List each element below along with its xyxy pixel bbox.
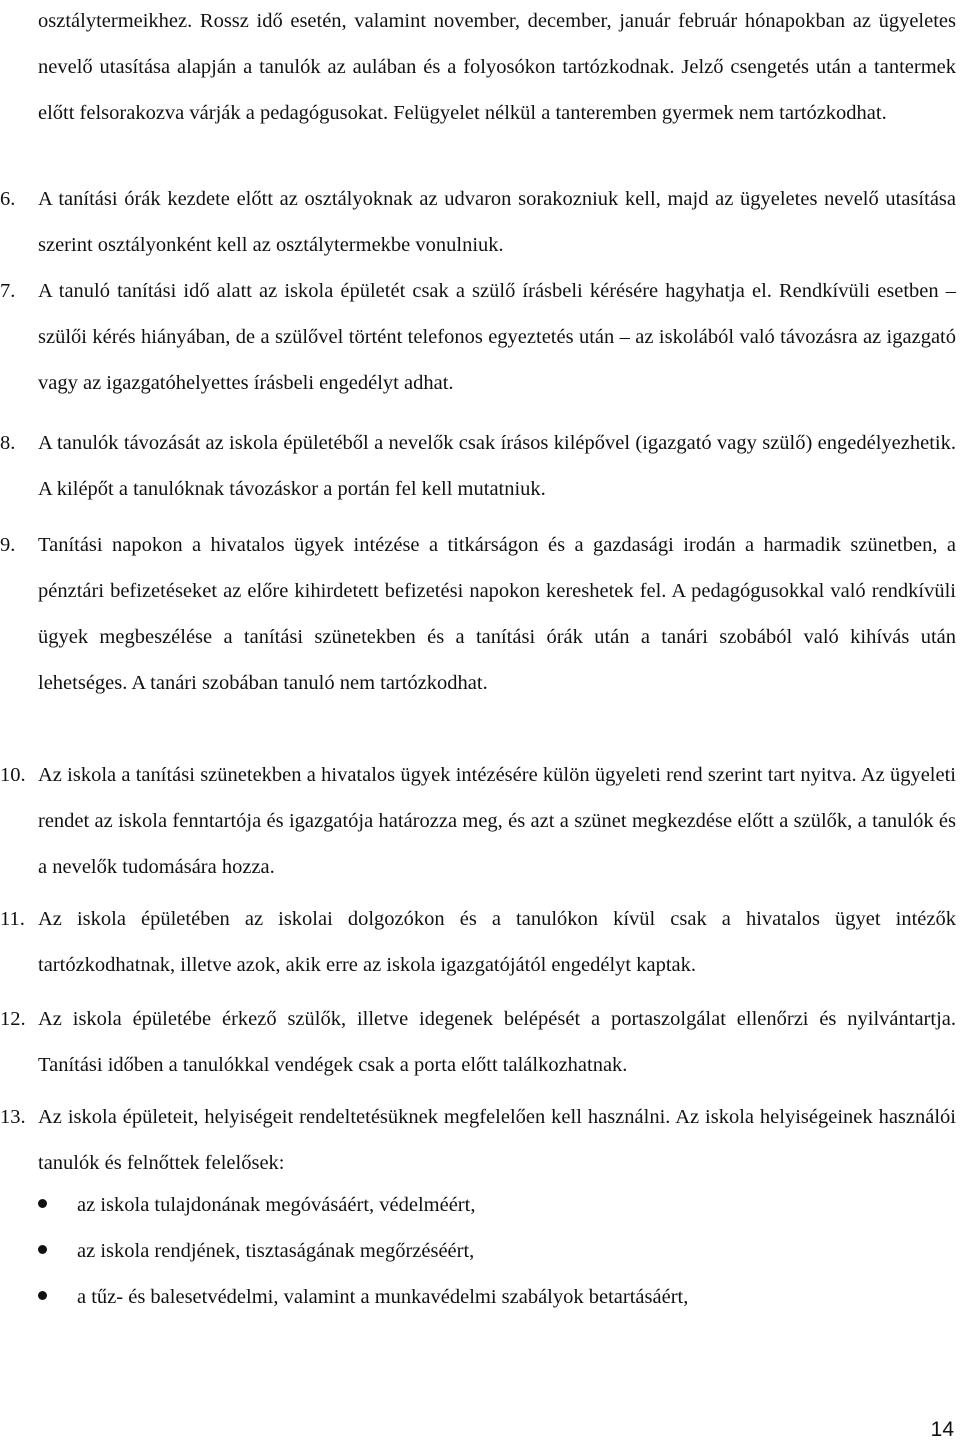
item-text: A tanuló tanítási idő alatt az iskola épületét csak a szülő írásbeli kérésére hagyhatja el. Rendkívüli esetben – szülői kérés hiányában, de a szülővel történt telefonos egyeztetés után – az iskolából való távozásra az igazgató vagy az igazgatóhelyettes írásbeli engedélyt adhat. xyxy=(38,280,956,394)
list-item-10 xyxy=(0,752,956,890)
bullet-list xyxy=(0,1182,956,1320)
list-item-12 xyxy=(0,996,956,1088)
item-text: Az iskola épületében az iskolai dolgozókon és a tanulókon kívül csak a hivatalos ügyet intézők tartózkodhatnak, illetve azok, akik erre az iskola igazgatójától engedélyt kaptak. xyxy=(38,908,956,976)
list-item-9 xyxy=(0,522,956,706)
list-item-7 xyxy=(0,268,956,406)
bullet-icon xyxy=(38,1199,47,1208)
item-number: 12. xyxy=(0,1008,26,1030)
list-item-6 xyxy=(0,176,956,268)
item-number: 10. xyxy=(0,764,26,786)
bullet-text: az iskola rendjének, tisztaságának megőrzéséért, xyxy=(77,1240,475,1262)
item-text: Tanítási napokon a hivatalos ügyek intézése a titkárságon és a gazdasági irodán a harmadik szünetben, a pénztári befizetéseket az előre kihirdetett befizetési napokon kereshetek fel. A pedagógusokkal való rendkívüli ügyek megbeszélése a tanítási szünetekben és a tanítási órák után a tanári szobából való kihívás után lehetséges. A tanári szobában tanuló nem tartózkodhat. xyxy=(38,534,956,694)
bullet-text: az iskola tulajdonának megóvásáért, védelméért, xyxy=(77,1194,476,1216)
item-text: Az iskola a tanítási szünetekben a hivatalos ügyek intézésére külön ügyeleti rend szerint tart nyitva. Az ügyeleti rendet az iskola fenntartója és igazgatója határozza meg, és azt a szünet megkezdése előtt a szülők, a tanulók és a nevelők tudomására hozza. xyxy=(38,764,956,878)
item-number: 11. xyxy=(0,908,25,930)
item-text: Az iskola épületébe érkező szülők, illetve idegenek belépését a portaszolgálat ellenőrzi és nyilvántartja. Tanítási időben a tanulókkal vendégek csak a porta előtt találkozhatnak. xyxy=(38,1008,956,1076)
bullet-item xyxy=(0,1182,956,1228)
bullet-item xyxy=(0,1228,956,1274)
list-item-11 xyxy=(0,896,956,988)
item-number: 7. xyxy=(0,280,16,302)
list-item-13 xyxy=(0,1094,956,1186)
bullet-item xyxy=(0,1274,956,1320)
bullet-text: a tűz- és balesetvédelmi, valamint a munkavédelmi szabályok betartásáért, xyxy=(77,1286,689,1308)
bullet-icon xyxy=(38,1245,47,1254)
item-number: 8. xyxy=(0,432,16,454)
item-text: Az iskola épületeit, helyiségeit rendeltetésüknek megfelelően kell használni. Az iskola helyiségeinek használói tanulók és felnőttek felelősek: xyxy=(38,1106,956,1174)
lead-paragraph: osztálytermeikhez. Rossz idő esetén, valamint november, december, január február hónapokban az ügyeletes nevelő utasítása alapján a tanulók az aulában és a folyosókon tartózkodnak. Jelző csengetés után a tantermek előtt felsorakozva várják a pedagógusokat. Felügyelet nélkül a tanteremben gyermek nem tartózkodhat. xyxy=(38,10,956,124)
item-number: 6. xyxy=(0,188,16,210)
item-number: 13. xyxy=(0,1106,26,1128)
item-number: 9. xyxy=(0,534,16,556)
list-item-8 xyxy=(0,420,956,512)
page-number: 14 xyxy=(930,1418,954,1441)
item-text: A tanulók távozását az iskola épületéből a nevelők csak írásos kilépővel (igazgató vagy szülő) engedélyezhetik. A kilépőt a tanulóknak távozáskor a portán fel kell mutatniuk. xyxy=(38,432,956,500)
bullet-icon xyxy=(38,1291,47,1300)
item-text: A tanítási órák kezdete előtt az osztályoknak az udvaron sorakozniuk kell, majd az ügyeletes nevelő utasítása szerint osztályonként kell az osztálytermekbe vonulniuk. xyxy=(38,188,956,256)
